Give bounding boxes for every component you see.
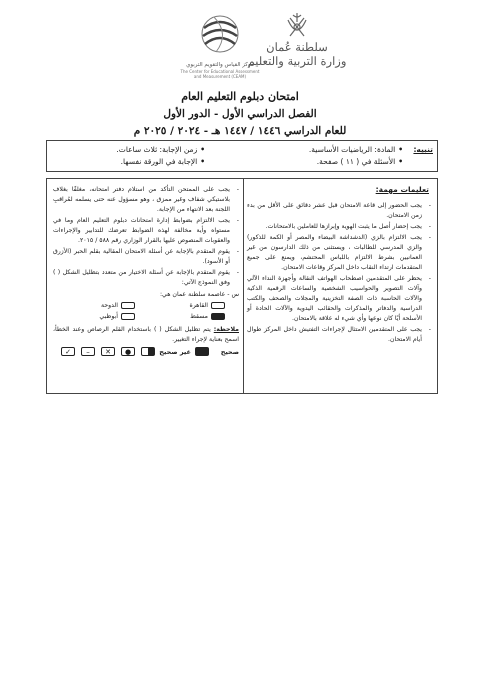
column-divider (243, 179, 244, 393)
ministry-name-line1: سلطنة عُمان (266, 40, 328, 54)
notice-subject: المادة: الرياضيات الأساسية. (308, 145, 396, 154)
instruction-item: - يقوم المتقدم بالإجابة عن أسئلة الاختيار من متعدد بتظليل الشكل ( ) وفق النموذج الآتي: (53, 269, 239, 286)
check-mark-icon: ✓ (61, 347, 75, 356)
option-abudhabi: أبوظبي (99, 312, 135, 322)
academic-year: للعام الدراسي ١٤٤٦ / ١٤٤٧ هـ - ٢٠٢٤ / ٢٠٢٥ م (133, 125, 347, 137)
option-oval-filled (211, 313, 225, 320)
dash-mark-icon: – (81, 347, 95, 356)
notice-left-column: •زمن الإجابة: ثلاث ساعات. •الإجابة في الورقة نفسها. (116, 145, 205, 166)
instructions-title: تعليمات مهمة: (375, 185, 429, 194)
sample-question-text: س - عاصمة سلطنة عمان هي: (159, 291, 239, 298)
sample-question (53, 290, 239, 345)
instructions-box (46, 178, 438, 394)
instruction-item: - يجب الالتزام بالزي (الدشداشة البيضاء والمصر أو الكمة للذكور) والزي المدرسي للطالبات ، ويستثنى من ذلك الدارسون من غير العمانيين بشرط الالتزام باللباس المحتشم، ويمنع على جميع المتقدمات ارتداء النقاب داخل المركز وقاعات الامتحان. (247, 234, 431, 271)
option-cairo: القاهرة (189, 301, 225, 311)
instruction-item: - يجب على المتقدمين الامتثال لإجراءات التفتيش داخل المركز طوال أيام الامتحان. (247, 326, 431, 343)
option-oval (121, 313, 135, 320)
center-name-en-1: The Center for Educational Assessment (180, 69, 260, 74)
option-oval (121, 302, 135, 309)
ceam-logo (165, 12, 275, 92)
instruction-item: - يجب إحضار أصل ما يثبت الهوية وإبرازها للعاملين بالامتحانات. (265, 223, 431, 230)
instruction-item: - يجب الالتزام بضوابط إدارة امتحانات دبلوم التعليم العام وما في مستواه وأية مخالفة لهذه الضوابط تعرضك للتدابير والإجراءات والعقوبات المنصوص عليها بالقرار الوزاري رقم ٥٨٨ / ٢٠١٥. (53, 217, 239, 244)
cross-mark-icon: ✕ (101, 347, 115, 356)
note-label: ملاحظة: (213, 326, 239, 333)
option-muscat: مسقط (190, 312, 225, 322)
exam-titles (0, 88, 480, 140)
notice-answer-sheet: الإجابة في الورقة نفسها. (120, 157, 198, 166)
oman-emblem-icon (282, 10, 312, 40)
correct-label: صحيح (220, 348, 239, 356)
half-filled-mark-icon (141, 347, 155, 356)
center-name-en-2: and Measurement (CEAM) (193, 74, 247, 79)
notice-box (46, 140, 438, 172)
notice-time: زمن الإجابة: ثلاث ساعات. (116, 145, 198, 154)
ministry-name-line2: وزارة التربية والتعليم (247, 54, 347, 68)
globe-icon (196, 12, 244, 56)
instructions-right-column (247, 201, 431, 346)
dot-mark-icon: ● (121, 347, 135, 356)
instructions-left-column (53, 185, 239, 363)
incorrect-label: غير صحيح (159, 348, 191, 356)
notice-pages: الأسئلة في ( ١١ ) صفحة. (316, 157, 396, 166)
option-doha: الدوحة (101, 301, 135, 311)
exam-title: امتحان دبلوم التعليم العام (181, 90, 299, 103)
instruction-item: - يجب على الممتحن التأكد من استلام دفتر امتحانه، مغلفًا بغلاف بلاستيكي شفاف وغير ممزق ، وهو مسؤول عنه حتى يسلمه لمُراقبِ اللجنة بعد الانتهاء من الإجابة. (53, 186, 239, 213)
notice-label: تنبيه: (413, 145, 433, 154)
note-text: يتم تظليل الشكل ( ) باستخدام القلم الرصاص وعند الخطأ، اسمح بعناية لإجراء التغيير. (53, 326, 239, 343)
marking-examples (53, 347, 239, 363)
semester-title: الفصل الدراسي الأول - الدور الأول (163, 108, 317, 120)
page-header (0, 6, 480, 86)
center-name-ar: مركز القياس والتقويم التربوي (186, 62, 254, 68)
instruction-item: - يحظر على المتقدمين اصطحاب الهواتف النقالة وأجهزة النداء الآلي وآلات التصوير والحواسيب الشخصية والساعات الرقمية الذكية والآلات الحاسبة ذات الصفة التخزينية والمجلات والصحف والكتب الدراسية والدفاتر والمذكرات والحقائب اليدوية والآلات الحادة أو الأسلحة أيًا كان نوعها وأي شيء له علاقة بالامتحان. (247, 275, 431, 322)
instruction-item: - يجب الحضور إلى قاعة الامتحان قبل عشر دقائق على الأقل من بدء زمن الامتحان. (247, 202, 431, 219)
notice-right-column: •المادة: الرياضيات الأساسية. •الأسئلة في ( ١١ ) صفحة. (308, 145, 403, 166)
note (53, 325, 239, 345)
option-oval (211, 302, 225, 309)
filled-mark-icon (195, 347, 209, 356)
instruction-item: - يقوم المتقدم بالإجابة عن أسئلة الامتحان المقالية بقلم الحبر (الأزرق أو الأسود). (53, 248, 239, 265)
